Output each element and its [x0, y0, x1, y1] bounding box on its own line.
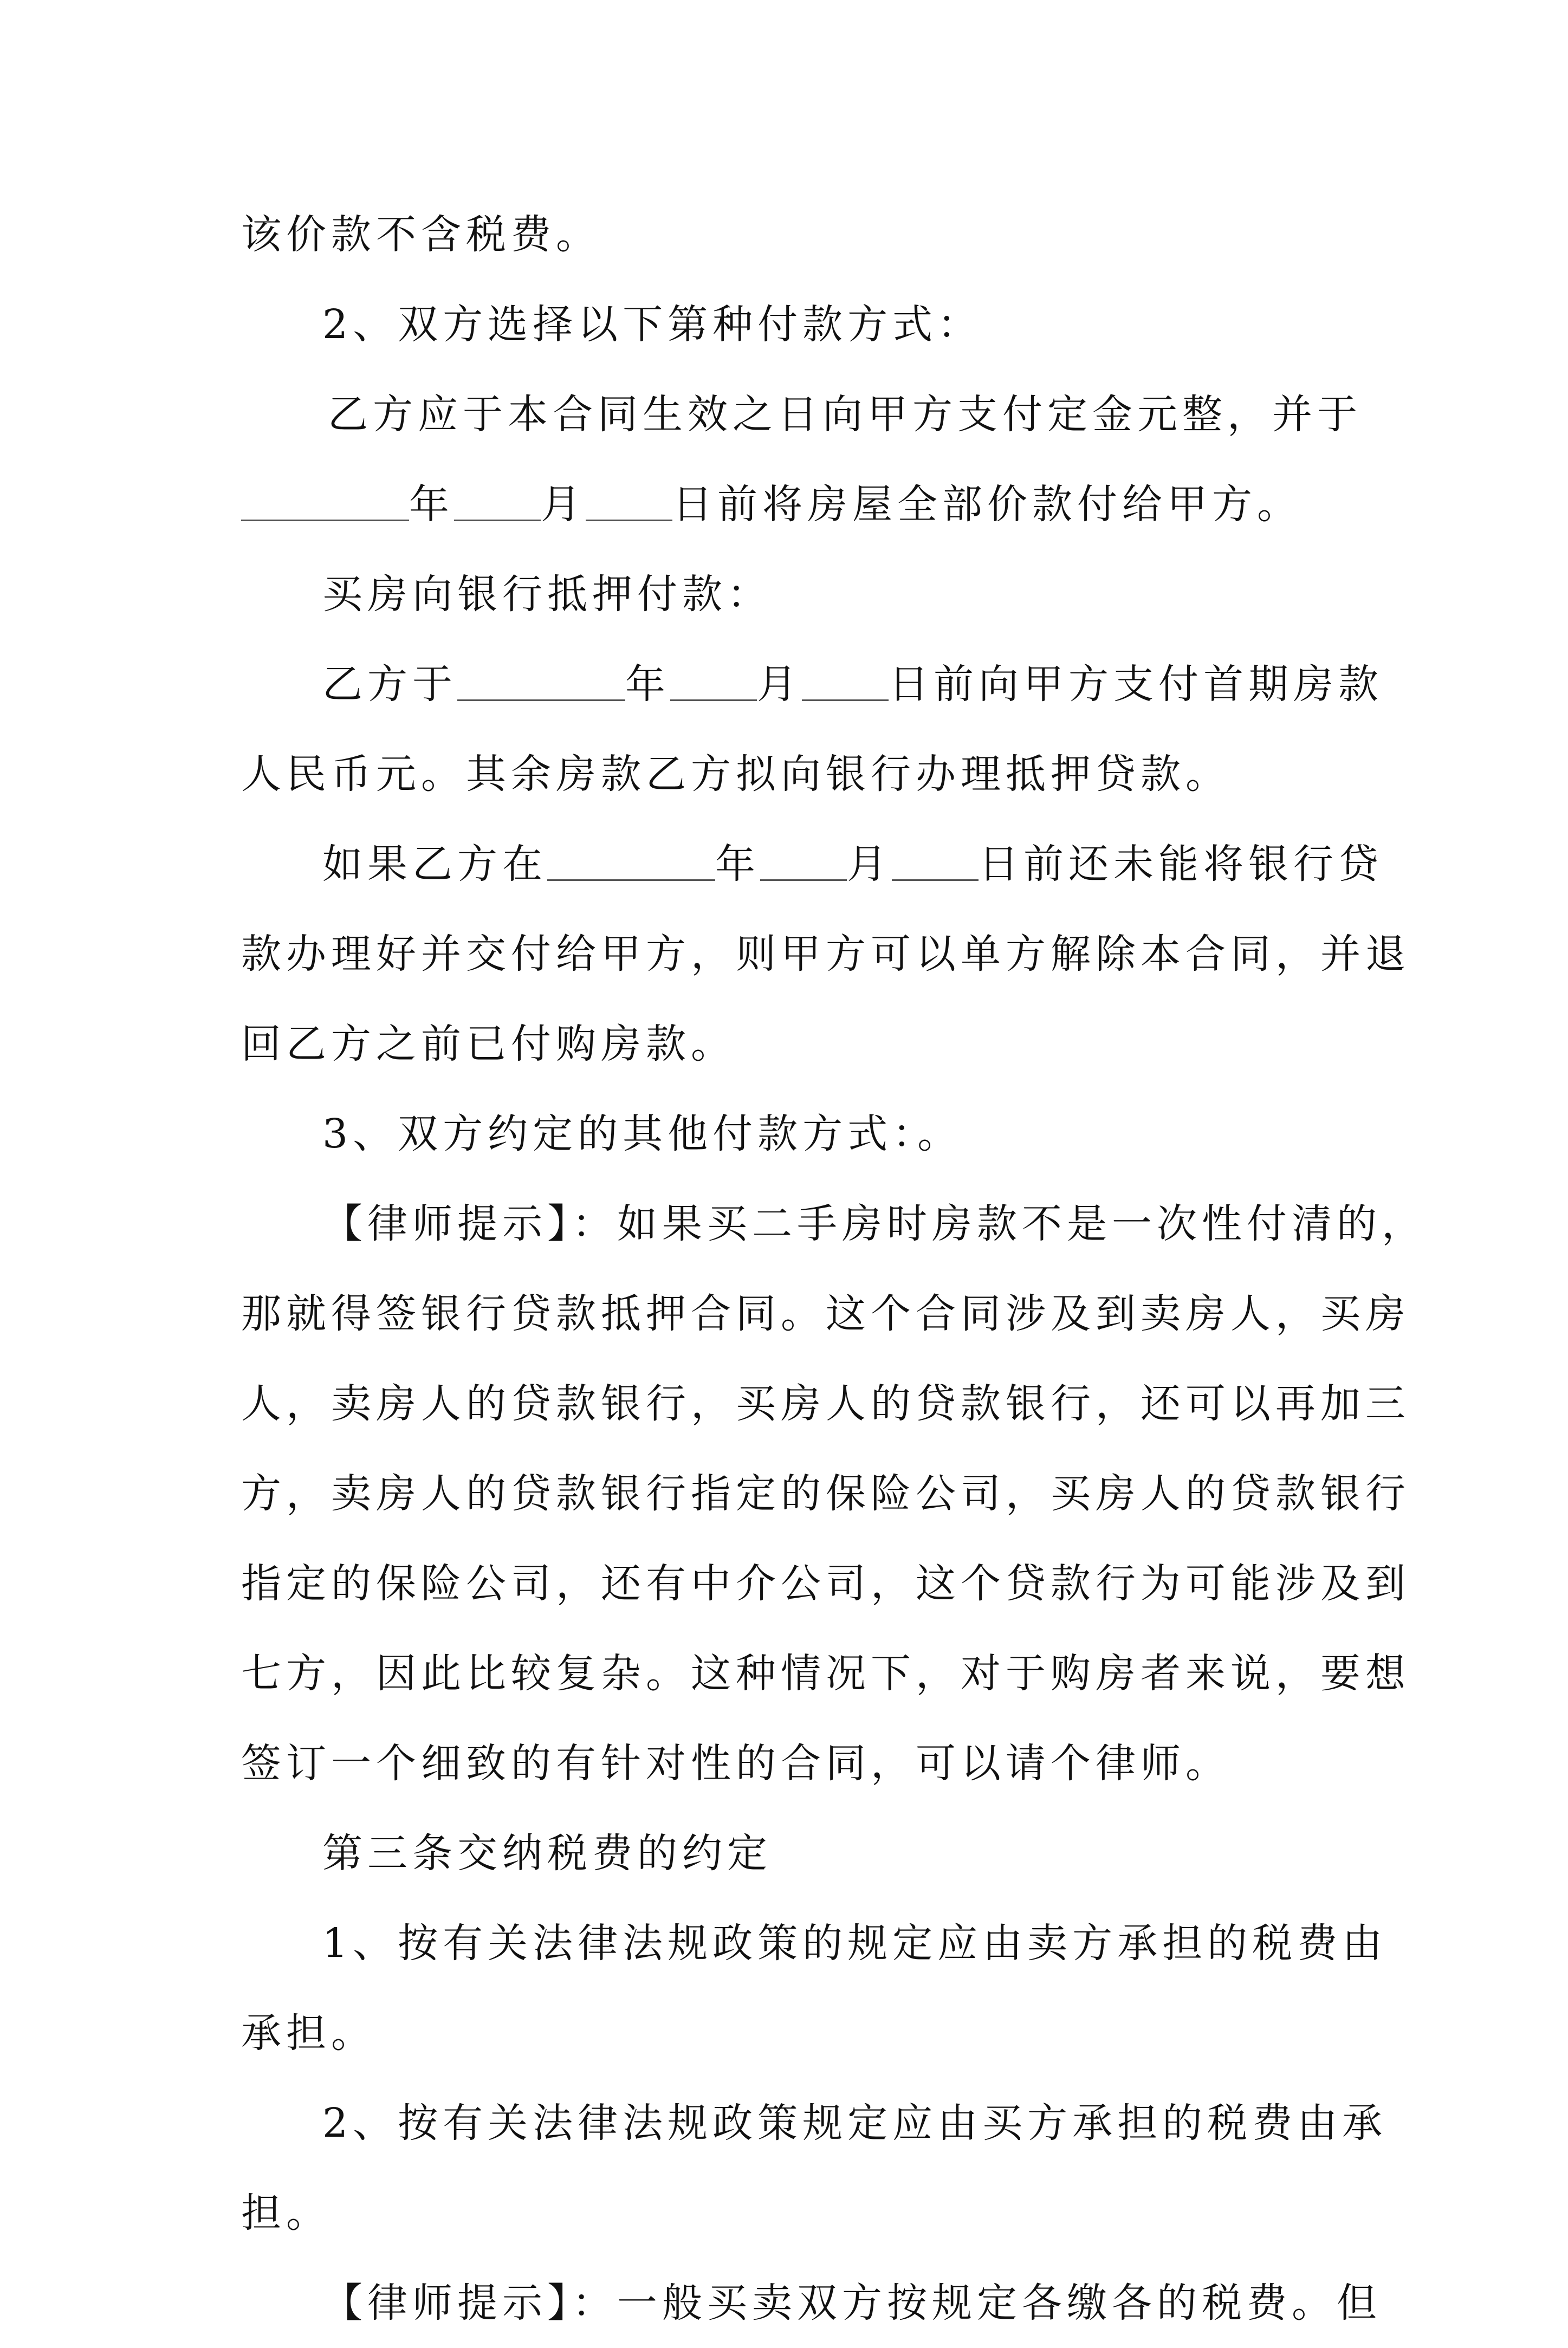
month-blank	[670, 659, 757, 701]
section-heading: 第三条交纳税费的约定	[322, 1830, 772, 1877]
day-text: 日前向甲方支付首期房款	[889, 661, 1383, 708]
paragraph-line: 那就得签银行贷款抵押合同。这个合同涉及到卖房人，买房	[241, 1290, 1410, 1337]
lawyer-tip-line: 【律师提示】：如果买二手房时房款不是一次性付清的，	[322, 1201, 1427, 1247]
year-blank	[547, 839, 715, 881]
month-label: 月	[847, 841, 892, 887]
day-text: 日前还未能将银行贷	[979, 841, 1383, 887]
paragraph-line: 买房向银行抵押付款：	[322, 571, 772, 618]
month-blank	[454, 479, 541, 521]
lawyer-tip-line: 【律师提示】：一般买卖双方按规定各缴各的税费。但	[322, 2280, 1382, 2326]
month-blank	[760, 839, 847, 881]
paragraph-line: 1、按有关法律法规政策的规定应由卖方承担的税费由	[322, 1920, 1388, 1967]
paragraph-line: 指定的保险公司，还有中介公司，这个贷款行为可能涉及到	[241, 1560, 1410, 1607]
day-blank	[586, 479, 672, 521]
paragraph-line: 2、双方选择以下第种付款方式：	[322, 301, 983, 348]
paragraph-line: 七方，因此比较复杂。这种情况下，对于购房者来说，要想	[241, 1650, 1410, 1697]
paragraph-line: 该价款不含税费。	[241, 211, 601, 258]
date-fill-line	[241, 819, 1383, 909]
year-label: 年	[715, 841, 760, 887]
year-blank	[241, 479, 409, 521]
line-prefix: 如果乙方在	[322, 841, 547, 887]
paragraph-line: 2、按有关法律法规政策规定应由买方承担的税费由承	[322, 2100, 1388, 2146]
paragraph-line: 签订一个细致的有针对性的合同，可以请个律师。	[241, 1740, 1230, 1787]
paragraph-line: 方，卖房人的贷款银行指定的保险公司，买房人的贷款银行	[241, 1470, 1410, 1517]
day-blank	[802, 659, 889, 701]
month-label: 月	[541, 481, 586, 528]
paragraph-line: 承担。	[241, 2010, 376, 2057]
paragraph-line: 人民币元。其余房款乙方拟向银行办理抵押贷款。	[241, 751, 1230, 797]
day-text: 日前将房屋全部价款付给甲方。	[672, 481, 1302, 528]
month-label: 月	[757, 661, 802, 708]
date-fill-line	[241, 459, 1346, 549]
year-blank	[457, 659, 625, 701]
year-label: 年	[625, 661, 670, 708]
year-label: 年	[409, 481, 454, 528]
paragraph-line: 3、双方约定的其他付款方式：。	[322, 1111, 963, 1157]
day-blank	[892, 839, 979, 881]
paragraph-line: 款办理好并交付给甲方，则甲方可以单方解除本合同，并退	[241, 931, 1410, 977]
paragraph-line: 乙方应于本合同生效之日向甲方支付定金元整，并于	[328, 391, 1362, 438]
paragraph-line: 回乙方之前已付购房款。	[241, 1021, 736, 1067]
contract-body	[241, 190, 1427, 2348]
paragraph-line: 人，卖房人的贷款银行，买房人的贷款银行，还可以再加三	[241, 1380, 1410, 1427]
paragraph-line: 担。	[241, 2190, 331, 2236]
line-prefix: 乙方于	[322, 661, 457, 708]
date-fill-line	[241, 639, 1383, 729]
